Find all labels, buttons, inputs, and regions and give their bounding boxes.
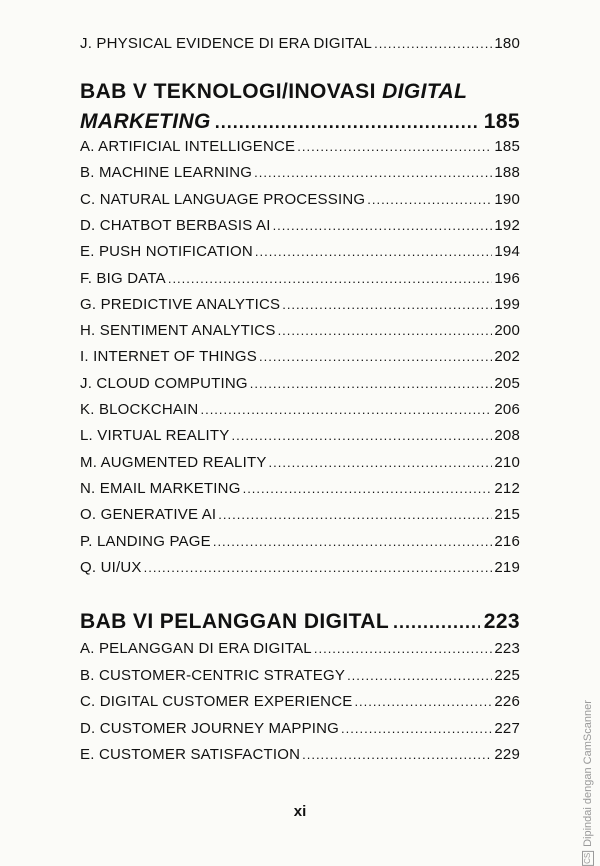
toc-entry — [80, 243, 520, 260]
leader-dots — [367, 192, 492, 207]
leader-dots — [218, 507, 492, 522]
leader-dots — [314, 641, 493, 656]
toc-entry — [80, 138, 520, 155]
leader-dots — [269, 455, 493, 470]
toc-entry-label: A. PELANGGAN DI ERA DIGITAL — [80, 640, 312, 657]
chapter-5-title-italic: DIGITAL — [382, 80, 468, 103]
toc-entry-page: 206 — [494, 401, 520, 418]
toc-entry-label: A. ARTIFICIAL INTELLIGENCE — [80, 138, 296, 155]
toc-entry — [80, 480, 520, 497]
toc-entry-page: 202 — [494, 348, 520, 366]
leader-dots — [250, 376, 493, 391]
toc-entry-label: B. CUSTOMER-CENTRIC STRATEGY — [80, 666, 346, 684]
toc-entry-label: E. CUSTOMER SATISFACTION — [80, 746, 301, 763]
chapter-6-title: BAB VI PELANGGAN DIGITAL — [80, 610, 390, 633]
toc-entry — [80, 191, 520, 208]
toc-entry-page: 210 — [494, 453, 520, 471]
leader-dots — [347, 668, 492, 683]
leader-dots — [278, 323, 493, 338]
toc-entry — [80, 427, 520, 444]
toc-entry-label: O. GENERATIVE AI — [80, 506, 217, 524]
toc-entry-label: C. NATURAL LANGUAGE PROCESSING — [80, 190, 366, 208]
toc-entry-page: 227 — [494, 719, 520, 737]
leader-dots — [354, 694, 492, 709]
toc-entry-page: 199 — [494, 295, 520, 313]
leader-dots — [215, 112, 480, 133]
watermark-text: Dipindai dengan CamScanner — [582, 700, 594, 847]
leader-dots — [243, 481, 493, 496]
toc-entry-label: H. SENTIMENT ANALYTICS — [80, 322, 276, 340]
toc-entry-label: D. CUSTOMER JOURNEY MAPPING — [80, 719, 340, 737]
toc-entry-label: J. PHYSICAL EVIDENCE DI ERA DIGITAL — [80, 35, 373, 52]
leader-dots — [393, 612, 480, 633]
toc-entry-label: J. CLOUD COMPUTING — [80, 374, 248, 392]
chapter-5-title-marketing: MARKETING — [80, 110, 211, 133]
toc-entry-label: C. DIGITAL CUSTOMER EXPERIENCE — [80, 693, 353, 710]
toc-entry-label: D. CHATBOT BERBASIS AI — [80, 216, 271, 234]
toc-entry-label: N. EMAIL MARKETING — [80, 479, 241, 497]
leader-dots — [231, 428, 492, 443]
toc-entry — [80, 322, 520, 339]
toc-entry-physical-evidence — [80, 35, 520, 52]
toc-entry-label: I. INTERNET OF THINGS — [80, 348, 257, 366]
chapter-5-title-plain: BAB V TEKNOLOGI/INOVASI — [80, 80, 383, 103]
camscanner-watermark — [582, 700, 594, 866]
toc-entry — [80, 559, 520, 576]
toc-entry — [80, 667, 520, 684]
toc-entry — [80, 720, 520, 737]
toc-entry — [80, 270, 520, 287]
leader-dots — [302, 747, 492, 762]
toc-entry-page: 205 — [494, 374, 520, 392]
toc-entry-page: 215 — [494, 506, 520, 524]
toc-entry — [80, 348, 520, 365]
toc-entry-page: 229 — [494, 746, 520, 763]
toc-entry — [80, 454, 520, 471]
toc-entry-label: E. PUSH NOTIFICATION — [80, 243, 253, 261]
chapter-6-title-row — [80, 610, 520, 634]
toc-entry-page: 219 — [494, 558, 520, 576]
leader-dots — [273, 218, 493, 233]
leader-dots — [254, 165, 492, 180]
chapter-5-page: 185 — [483, 110, 520, 133]
toc-entry — [80, 640, 520, 657]
leader-dots — [374, 36, 492, 51]
chapter-5-title — [80, 80, 520, 104]
chapter-6-page: 223 — [483, 610, 520, 633]
toc-entry-page: 196 — [494, 269, 520, 287]
toc-entry — [80, 746, 520, 763]
toc-entry-page: 192 — [494, 216, 520, 234]
toc-entry-label: Q. UI/UX — [80, 558, 142, 576]
toc-entry — [80, 217, 520, 234]
toc-entry-page: 180 — [494, 35, 520, 52]
leader-dots — [282, 297, 492, 312]
toc-entry-label: M. AUGMENTED REALITY — [80, 453, 267, 471]
leader-dots — [200, 402, 492, 417]
toc-entry-page: 216 — [494, 532, 520, 550]
toc-entry-label: G. PREDICTIVE ANALYTICS — [80, 295, 281, 313]
leader-dots — [255, 244, 492, 259]
toc-entry — [80, 693, 520, 710]
toc-entry-page: 188 — [494, 164, 520, 182]
toc-entry-page: 194 — [494, 243, 520, 261]
leader-dots — [297, 139, 492, 154]
camscanner-logo-icon: CS — [583, 852, 592, 864]
toc-entry — [80, 296, 520, 313]
toc-entry — [80, 533, 520, 550]
toc-entry-page: 226 — [494, 693, 520, 710]
toc-entry-page: 225 — [494, 666, 520, 684]
toc-entry-label: L. VIRTUAL REALITY — [80, 427, 230, 445]
leader-dots — [259, 349, 492, 364]
toc-entry-page: 212 — [494, 479, 520, 497]
leader-dots — [144, 560, 493, 575]
toc-entry — [80, 375, 520, 392]
leader-dots — [168, 271, 493, 286]
toc-entry-label: F. BIG DATA — [80, 269, 166, 287]
toc-entry — [80, 401, 520, 418]
toc-entry — [80, 506, 520, 523]
leader-dots — [213, 534, 493, 549]
toc-entry-page: 200 — [494, 322, 520, 340]
leader-dots — [341, 721, 492, 736]
toc-entry — [80, 164, 520, 181]
toc-entry-page: 185 — [494, 138, 520, 155]
toc-entry-label: K. BLOCKCHAIN — [80, 401, 199, 418]
chapter-5-title-line2 — [80, 110, 520, 134]
toc-entry-label: P. LANDING PAGE — [80, 532, 211, 550]
toc-entry-page: 190 — [494, 190, 520, 208]
toc-entry-label: B. MACHINE LEARNING — [80, 164, 253, 182]
toc-entry-page: 223 — [494, 640, 520, 657]
toc-entry-page: 208 — [494, 427, 520, 445]
page-number: xi — [293, 803, 307, 820]
